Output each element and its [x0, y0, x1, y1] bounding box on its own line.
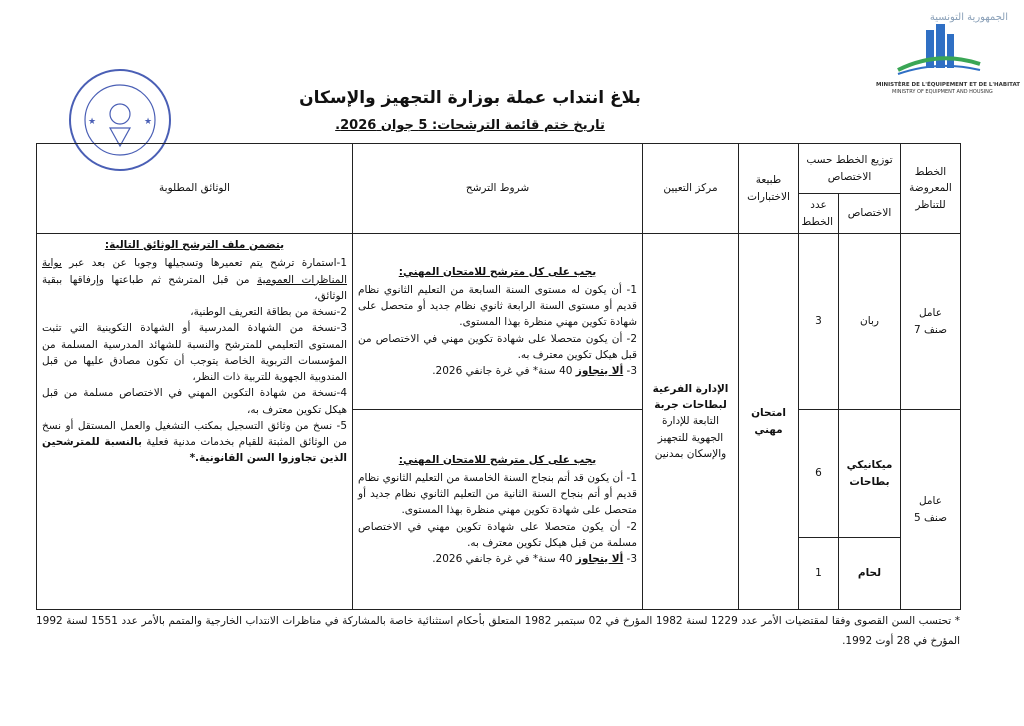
header-plans: الخطط المعروضة للتناظر	[901, 144, 961, 234]
header-documents: الوثائق المطلوبة	[37, 144, 353, 234]
header-conditions: شروط الترشح	[353, 144, 643, 234]
page-title: بلاغ انتداب عملة بوزارة التجهيز والإسكان	[299, 88, 641, 108]
count-ferry-mechanic: 6	[799, 410, 839, 538]
document-item: 1-استمارة ترشح يتم تعميرها وتسجيلها وجوبا عن بعد عبر بوابة المناظرات العمومية من قبل المترشح ثم طباعتها وإرفاقها ببقية الوثائق،	[42, 257, 347, 302]
condition-item: 3- ألا يتجاوز 40 سنة* في غرة جانفي 2026.	[432, 553, 637, 566]
footnote: * تحتسب السن القصوى وفقا لمقتضيات الأمر عدد 1229 لسنة 1982 المؤرخ في 02 سبتمبر 1982 المتعلق بأحكام استثنائية خاصة بالمشاركة في مناظرات الانتداب الخارجية والمتمم بالأمر عدد 1551 لسنة 1992 المؤرخ في 28 أوت 1992.	[36, 615, 961, 647]
plan-worker-grade-5: عامل صنف 5	[901, 410, 961, 610]
ministry-name-en: MINISTRY OF EQUIPMENT AND HOUSING	[892, 89, 993, 95]
location-main: الإدارة الفرعية لبطاحات جربة	[652, 382, 729, 412]
conditions-heading: يجب على كل مترشح للامتحان المهني:	[398, 453, 597, 466]
exam-type-cell: امتحان مهني	[739, 234, 799, 610]
deadline-text: تاريخ ختم قائمة الترشحات: 5 جوان 2026.	[335, 118, 605, 133]
count-welder: 1	[799, 538, 839, 610]
documents-heading: يتضمن ملف الترشح الوثائق التالية:	[104, 239, 285, 251]
header-exam-type: طبيعة الاختبارات	[739, 144, 799, 234]
documents-cell	[37, 234, 353, 610]
header-specialty: الاختصاص	[839, 194, 901, 234]
condition-item: 2- أن يكون متحصلا على شهادة تكوين مهني في الاختصاص مسلمة من قبل هيكل تكوين معترف به.	[358, 520, 637, 549]
location-cell	[643, 234, 739, 610]
condition-item: 3- ألا يتجاوز 40 سنة* في غرة جانفي 2026.	[432, 365, 637, 378]
header-count: عدد الخطط	[799, 194, 839, 234]
document-item: 3-نسخة من الشهادة المدرسية أو الشهادة التكوينية التي تثبت المستوى التعليمي للمترشح والنسبة للشهائد المدرسية المسلمة من المؤسسات التربوية الخاصة يتوجب أن تكون مصادق عليها من قبل المندوبية الجهوية للتربية ذات النظر،	[42, 322, 347, 384]
ministry-name-fr: MINISTÈRE DE L'ÉQUIPEMENT ET DE L'HABITAT	[876, 82, 1021, 88]
plan-worker-grade-7: عامل صنف 7	[901, 234, 961, 410]
specialty-welder: لحام	[839, 538, 901, 610]
condition-item: 2- أن يكون متحصلا على شهادة تكوين مهني في الاختصاص من قبل هيكل تكوين معترف به.	[358, 332, 637, 361]
conditions-heading: يجب على كل مترشح للامتحان المهني:	[398, 265, 597, 278]
count-captain: 3	[799, 234, 839, 410]
svg-text:★: ★	[88, 117, 97, 127]
ministry-logo	[868, 8, 1021, 100]
svg-text:★: ★	[144, 117, 153, 127]
conditions-grade-7	[353, 234, 643, 410]
document-item: 4-نسخة من شهادة التكوين المهني في الاختصاص مسلمة من قبل هيكل تكوين معترف به،	[42, 387, 347, 416]
location-detail: التابعة للإدارة الجهوية للتجهيز والإسكان بمدنين	[654, 415, 727, 460]
header-distribution: توزيع الخطط حسب الاختصاص	[799, 144, 901, 194]
header-location: مركز التعيين	[643, 144, 739, 234]
document-item: 2-نسخة من بطاقة التعريف الوطنية،	[190, 306, 347, 319]
specialty-captain: ربان	[839, 234, 901, 410]
condition-item: 1- أن يكون له مستوى السنة السابعة من التعليم الثانوي نظام قديم أو مستوى السنة الرابعة ثانوي نظام جديد أو متحصل على شهادة تكوين مهني منظرة بهذا المستوى.	[358, 283, 637, 329]
conditions-grade-5	[353, 410, 643, 610]
document-item: 5- نسخ من وثائق التسجيل بمكتب التشغيل والعمل المستقل أو نسخ من الوثائق المثبتة للقيام بخدمات مدنية فعلية بالنسبة للمترشحين الذين تجاوزوا السن القانونية.*	[42, 419, 347, 465]
condition-item: 1- أن يكون قد أتم بنجاح السنة الخامسة من التعليم الثانوي نظام قديم أو أتم بنجاح السنة الثانية من التعليم الثانوي نظام جديد أو متحصل على شهادة تكوين مهني منظرة بهذا المستوى.	[358, 471, 637, 517]
specialty-ferry-mechanic: ميكانيكي بطاحات	[839, 410, 901, 538]
republic-text: الجمهورية التونسية	[929, 12, 1008, 23]
recruitment-table	[36, 143, 961, 610]
